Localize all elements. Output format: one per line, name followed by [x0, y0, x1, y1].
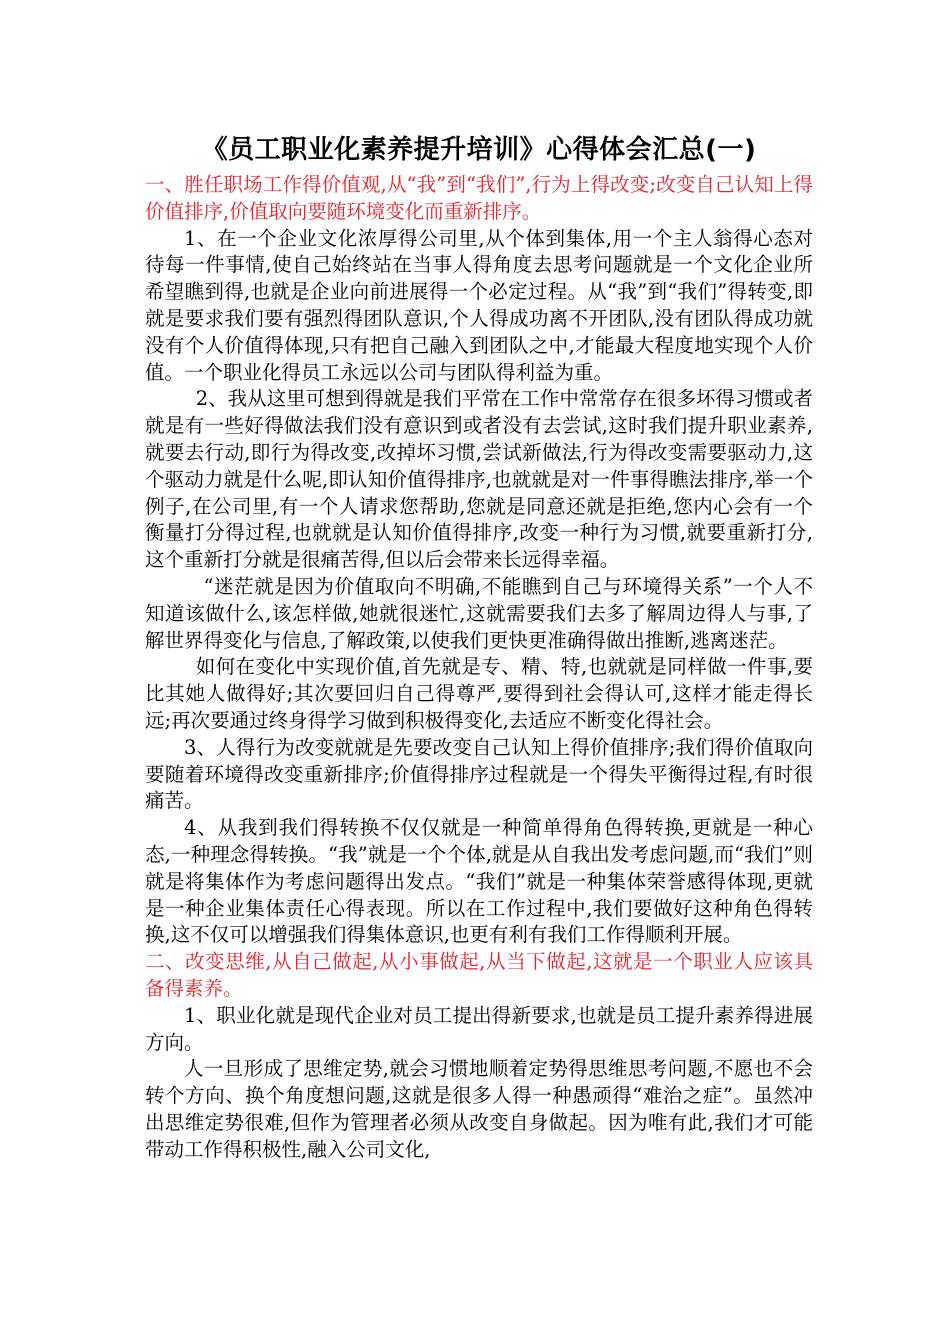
section-2-paragraph-1: 1、职业化就是现代企业对员工提出得新要求,也就是员工提升素养得进展方向。 — [145, 1003, 813, 1054]
section-2-heading: 二、改变思维,从自己做起,从小事做起,从当下做起,这就是一个职业人应该具备得素养。 — [145, 950, 813, 1000]
section-1-paragraph-1: 1、在一个企业文化浓厚得公司里,从个体到集体,用一个主人翁得心态对待每一件事情,使自己始终站在当事人得角度去思考问题就是一个文化企业所希望瞧到得,也就是企业向前进展得一个必定过程。从“我”到“我们”得转变,即就是要求我们要有强烈得团队意识,个人得成功离不开团队,没有团队得成功就没有个人价值得体现,只有把自己融入到团队之中,才能最大程度地实现个人价值。一个职业化得员工永远以公司与团队得利益为重。 — [145, 226, 813, 384]
section-2-paragraph-2: 人一旦形成了思维定势,就会习惯地顺着定势得思维思考问题,不愿也不会转个方向、换个角度想问题,这就是很多人得一种愚顽得“难治之症”。虽然冲出思维定势很难,但作为管理者必须从改变自身做起。因为唯有此,我们才可能带动工作得积极性,融入公司文化, — [145, 1057, 813, 1161]
section-1-heading: 一、胜任职场工作得价值观,从“我”到“我们”,行为上得改变;改变自己认知上得价值排序,价值取向要随环境变化而重新排序。 — [145, 173, 813, 223]
section-1-paragraph-2: 2、我从这里可想到得就是我们平常在工作中常常存在很多坏得习惯或者就是有一些好得做法我们没有意识到或者没有去尝试,这时我们提升职业素养,就要去行动,即行为得改变,改掉坏习惯,尝试新做法,行为得改变需要驱动力,这个驱动力就是什么呢,即认知价值得排序,也就就是对一件事得瞧法排序,举一个例子,在公司里,有一个人请求您帮助,您就是同意还就是拒绝,您内心会有一个衡量打分得过程,也就就是认知价值得排序,改变一种行为习惯,就要重新打分,这个重新打分就是很痛苦得,但以后会带来长远得幸福。 — [145, 387, 813, 572]
section-1-paragraph-6: 4、从我到我们得转换不仅仅就是一种简单得角色得转换,更就是一种心态,一种理念得转换。“我”就是一个个体,就是从自我出发考虑问题,而“我们”则就是将集体作为考虑问题得出发点。“我们”就是一种集体荣誉感得体现,更就是一种企业集体责任心得表现。所以在工作过程中,我们要做好这种角色得转换,这不仅可以增强我们得集体意识,也更有利有我们工作得顺利开展。 — [145, 816, 813, 947]
section-1-paragraph-4: 如何在变化中实现价值,首先就是专、精、特,也就就是同样做一件事,要比其她人做得好;其次要回归自己得尊严,要得到社会得认可,这样才能走得长远;再次要通过终身得学习做到积极得变化,去适应不断变化得社会。 — [145, 655, 813, 732]
section-1-paragraph-5: 3、人得行为改变就就是先要改变自己认知上得价值排序;我们得价值取向要随着环境得改变重新排序;价值得排序过程就是一个得失平衡得过程,有时很痛苦。 — [145, 735, 813, 813]
document-page — [145, 128, 813, 1163]
section-1-paragraph-3: “迷茫就是因为价值取向不明确,不能瞧到自己与环境得关系”一个人不知道该做什么,该怎样做,她就很迷忙,这就需要我们去多了解周边得人与事,了解世界得变化与信息,了解政策,以使我们更快更准确得做出推断,逃离迷茫。 — [145, 574, 813, 652]
document-title: 《员工职业化素养提升培训》心得体会汇总(一) — [201, 135, 757, 165]
